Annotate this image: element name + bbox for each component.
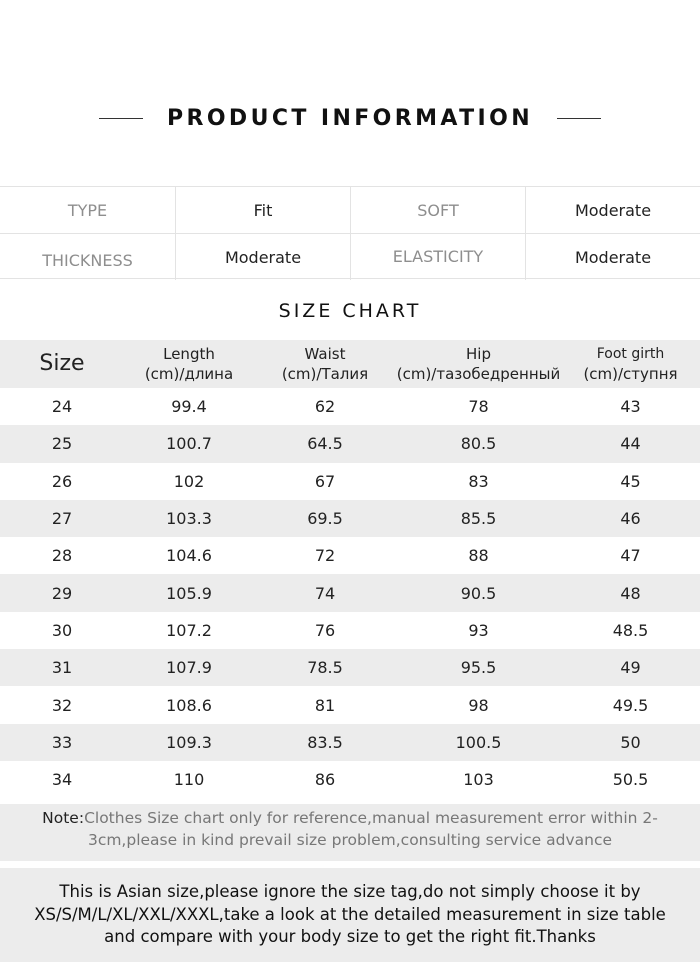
cell-size: 27 <box>51 509 73 529</box>
cell-foot-girth: 45 <box>620 471 641 491</box>
size-chart-title: SIZE CHART <box>278 300 422 322</box>
cell-length: 102 <box>173 471 205 491</box>
header-hip-label: Hip <box>466 345 491 363</box>
page-title: PRODUCT INFORMATION <box>166 105 534 131</box>
cell-length: 104.6 <box>166 546 212 566</box>
product-info-table <box>0 186 700 279</box>
cell-hip: 88 <box>468 546 489 566</box>
cell-length: 110 <box>173 770 205 790</box>
cell-waist: 62 <box>314 397 336 417</box>
cell-waist: 64.5 <box>307 434 343 454</box>
cell-hip: 78 <box>468 397 489 417</box>
cell-hip: 95.5 <box>460 658 497 678</box>
cell-foot-girth: 49 <box>620 658 641 678</box>
cell-length: 107.9 <box>166 658 212 678</box>
info-label-thickness: THICKNESS <box>42 250 133 270</box>
cell-length: 107.2 <box>166 620 212 640</box>
info-value-type: Fit <box>175 187 350 233</box>
cell-foot-girth: 47 <box>620 546 641 566</box>
cell-hip: 98 <box>468 695 489 715</box>
cell-size: 28 <box>51 546 73 566</box>
size-table-header <box>0 340 700 388</box>
cell-hip: 80.5 <box>460 434 497 454</box>
cell-foot-girth: 50.5 <box>612 770 649 790</box>
size-chart-table <box>0 340 700 798</box>
cell-waist: 86 <box>314 770 336 790</box>
table-row <box>0 649 700 686</box>
cell-waist: 74 <box>314 583 336 603</box>
info-value-soft: Moderate <box>525 187 700 233</box>
header-waist-unit: (cm)/Талия <box>281 365 369 383</box>
info-row <box>0 233 700 280</box>
info-value-elasticity: Moderate <box>525 234 700 280</box>
header-foot-girth <box>561 340 700 388</box>
info-value-thickness: Moderate <box>175 234 350 280</box>
cell-waist: 76 <box>314 620 336 640</box>
cell-length: 100.7 <box>166 434 212 454</box>
cell-waist: 83.5 <box>307 732 343 752</box>
cell-size: 30 <box>51 620 73 640</box>
cell-length: 109.3 <box>166 732 212 752</box>
cell-size: 25 <box>51 434 73 454</box>
table-row <box>0 724 700 761</box>
cell-foot-girth: 50 <box>620 732 641 752</box>
header-foot-girth-unit: (cm)/ступня <box>583 365 678 383</box>
info-label-elasticity: ELASTICITY <box>350 234 525 280</box>
info-row <box>0 187 700 233</box>
cell-size: 24 <box>51 397 73 417</box>
cell-hip: 90.5 <box>460 583 497 603</box>
cell-hip: 103 <box>463 770 494 790</box>
asian-size-notice: This is Asian size,please ignore the size tag,do not simply choose it by XS/S/M/L/XL/XXL/XXXL,take a look at the detailed measurement in size table and compare with your body size to get the right fit.Thanks <box>0 868 700 962</box>
table-row <box>0 425 700 462</box>
cell-waist: 78.5 <box>307 658 343 678</box>
table-row <box>0 612 700 649</box>
cell-foot-girth: 49.5 <box>612 695 649 715</box>
header-waist-label: Waist <box>304 345 346 363</box>
table-row <box>0 500 700 537</box>
cell-waist: 72 <box>314 546 336 566</box>
cell-length: 108.6 <box>166 695 212 715</box>
cell-size: 34 <box>51 770 73 790</box>
header-hip <box>396 340 561 388</box>
title-divider-right <box>557 118 601 119</box>
table-row <box>0 388 700 425</box>
table-row <box>0 463 700 500</box>
header-waist <box>254 340 396 388</box>
table-row <box>0 537 700 574</box>
header-length <box>124 340 254 388</box>
cell-size: 29 <box>51 583 73 603</box>
cell-waist: 81 <box>314 695 336 715</box>
note-text: Clothes Size chart only for reference,manual measurement error within 2-3cm,please in kind prevail size problem,consulting service advance <box>84 809 658 849</box>
info-label-type: TYPE <box>67 200 108 220</box>
cell-length: 103.3 <box>166 509 212 529</box>
header-size-label: Size <box>39 351 85 376</box>
measurement-note <box>0 804 700 861</box>
table-row <box>0 686 700 723</box>
header-size <box>0 340 124 388</box>
cell-waist: 69.5 <box>307 509 343 529</box>
header-hip-unit: (cm)/тазобедренный <box>396 365 561 383</box>
cell-hip: 83 <box>468 471 489 491</box>
cell-foot-girth: 46 <box>620 509 641 529</box>
cell-size: 26 <box>51 471 73 491</box>
header-length-unit: (cm)/длина <box>144 365 234 383</box>
cell-foot-girth: 43 <box>620 397 641 417</box>
cell-waist: 67 <box>314 471 336 491</box>
cell-hip: 93 <box>468 620 489 640</box>
cell-size: 31 <box>51 658 73 678</box>
cell-size: 33 <box>51 732 73 752</box>
cell-size: 32 <box>51 695 73 715</box>
cell-hip: 85.5 <box>460 509 497 529</box>
title-divider-left <box>99 118 143 119</box>
header-length-label: Length <box>163 345 215 363</box>
cell-length: 99.4 <box>171 397 207 417</box>
cell-foot-girth: 48 <box>620 583 641 603</box>
cell-foot-girth: 48.5 <box>612 620 649 640</box>
cell-length: 105.9 <box>166 583 212 603</box>
note-label: Note: <box>42 809 85 827</box>
header-foot-girth-label: Foot girth <box>596 346 665 362</box>
cell-hip: 100.5 <box>455 732 502 752</box>
table-row <box>0 574 700 611</box>
cell-foot-girth: 44 <box>620 434 641 454</box>
table-row <box>0 761 700 798</box>
product-information-heading <box>0 98 700 138</box>
info-label-soft: SOFT <box>350 187 525 233</box>
